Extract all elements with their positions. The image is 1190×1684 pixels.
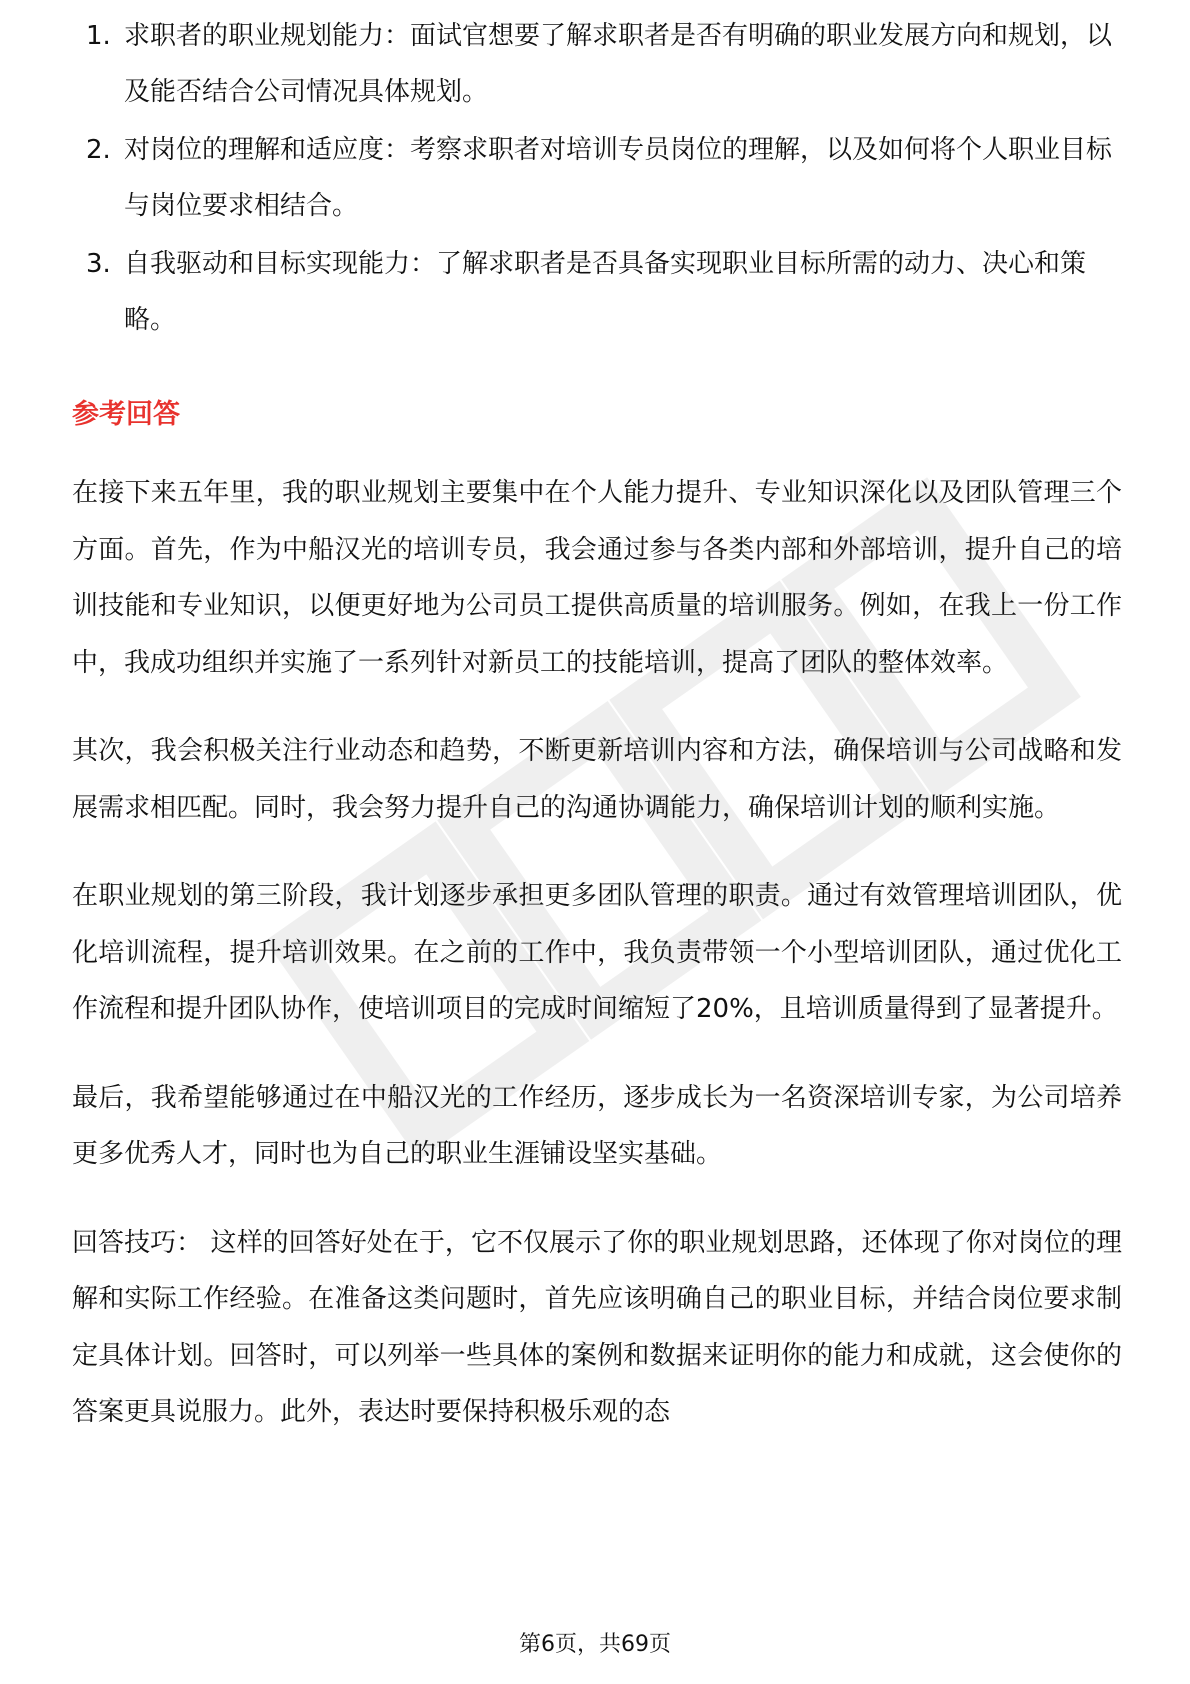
section-heading: 参考回答 (72, 399, 180, 430)
list-number: 1. (86, 21, 111, 51)
list-item (70, 122, 1120, 234)
paragraph: 在职业规划的第三阶段，我计划逐步承担更多团队管理的职责。通过有效管理培训团队，优化培训流程，提升培训效果。在之前的工作中，我负责带领一个小型培训团队，通过优化工作流程和提升团队协作，使培训项目的完成时间缩短了20%，且培训质量得到了显著提升。 (72, 881, 1122, 1024)
paragraph: 最后，我希望能够通过在中船汉光的工作经历，逐步成长为一名资深培训专家，为公司培养更多优秀人才，同时也为自己的职业生涯铺设坚实基础。 (72, 1082, 1122, 1169)
list-text: 自我驱动和目标实现能力：了解求职者是否具备实现职业目标所需的动力、决心和策略。 (124, 249, 1087, 335)
list-item (70, 8, 1120, 120)
answer-body (72, 465, 1122, 1473)
list-text: 对岗位的理解和适应度：考察求职者对培训专员岗位的理解，以及如何将个人职业目标与岗位要求相结合。 (124, 135, 1113, 221)
paragraph: 回答技巧： 这样的回答好处在于，它不仅展示了你的职业规划思路，还体现了你对岗位的理解和实际工作经验。在准备这类问题时，首先应该明确自己的职业目标，并结合岗位要求制定具体计划。回答时，可以列举一些具体的案例和数据来证明你的能力和成就，这会使你的答案更具说服力。此外，表达时要保持积极乐观的态 (72, 1227, 1122, 1427)
list-text: 求职者的职业规划能力：面试官想要了解求职者是否有明确的职业发展方向和规划，以及能否结合公司情况具体规划。 (124, 21, 1113, 107)
list-number: 2. (86, 135, 111, 165)
evaluation-points-list (70, 20, 1120, 350)
paragraph: 其次，我会积极关注行业动态和趋势，不断更新培训内容和方法，确保培训与公司战略和发展需求相匹配。同时，我会努力提升自己的沟通协调能力，确保培训计划的顺利实施。 (72, 736, 1122, 823)
paragraph: 在接下来五年里，我的职业规划主要集中在个人能力提升、专业知识深化以及团队管理三个方面。首先，作为中船汉光的培训专员，我会通过参与各类内部和外部培训，提升自己的培训技能和专业知识，以便更好地为公司员工提供高质量的培训服务。例如，在我上一份工作中，我成功组织并实施了一系列针对新员工的技能培训，提高了团队的整体效率。 (72, 478, 1122, 678)
list-item (70, 236, 1120, 348)
list-number: 3. (86, 249, 111, 279)
page-footer: 第6页，共69页 (519, 1632, 671, 1657)
